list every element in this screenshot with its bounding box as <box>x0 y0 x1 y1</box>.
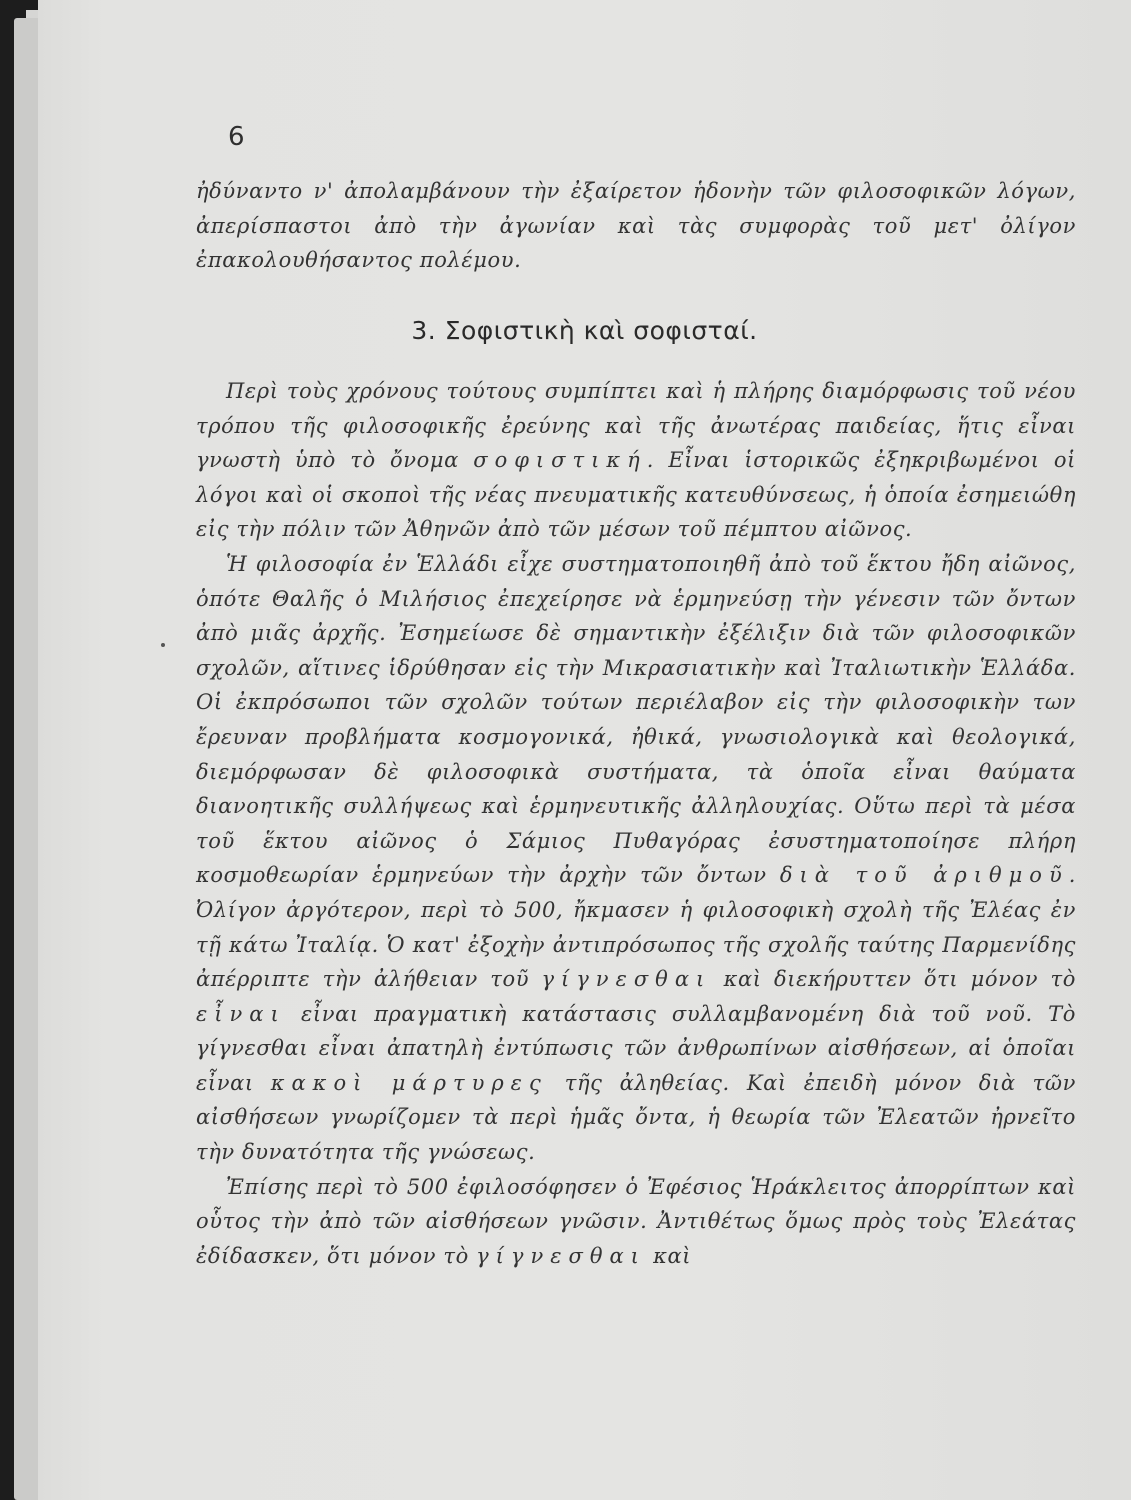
text-run: . Εἶναι ἱστορικῶς ἐξηκριβωμένοι οἱ λόγοι καὶ οἱ σκοποὶ τῆς νέας πνευματικῆς κατευθύνσεως, ἡ ὁποία ἐσημειώθη εἰς τὴν πόλιν τῶν Ἀθηνῶν ἀπὸ τῶν μέσων τοῦ πέμπτου αἰῶνος. <box>196 448 1076 542</box>
spaced-term: σοφιστική <box>473 448 647 473</box>
spaced-term: κακοὶ μάρτυρες <box>270 1070 548 1095</box>
text-run: . Ὀλίγον ἀργότερον, περὶ τὸ 500, ἤκμασεν ἡ φιλοσοφικὴ σχολὴ τῆς Ἐλέας ἐν τῇ κάτω Ἰταλίᾳ. Ὁ κατ' ἐξοχὴν ἀντιπρόσωπος τῆς σχολῆς ταύτης Παρμενίδης ἀπέρριπτε τὴν ἀλήθειαν τοῦ <box>196 863 1076 992</box>
intro-paragraph: ἠδύναντο ν' ἀπολαμβάνουν τὴν ἐξαίρετον ἡδονὴν τῶν φιλοσοφικῶν λόγων, ἀπερίσπαστοι ἀπὸ τὴν ἀγωνίαν καὶ τὰς συμφορὰς τοῦ μετ' ὀλίγον ἐπακολουθήσαντος πολέμου. <box>196 179 1076 273</box>
paragraph-1 <box>196 374 1076 547</box>
spaced-term: διὰ τοῦ ἀριθμοῦ <box>779 863 1069 888</box>
paper-speck <box>161 643 165 647</box>
text-run: Ἡ φιλοσοφία ἐν Ἑλλάδι εἶχε συστηματοποιηθῆ ἀπὸ τοῦ ἕκτου ἤδη αἰῶνος, ὁπότε Θαλῆς ὁ Μιλήσιος ἐπεχείρησε νὰ ἑρμηνεύσῃ τὴν γένεσιν τῶν ὄντων ἀπὸ μιᾶς ἀρχῆς. Ἐσημείωσε δὲ σημαντικὴν ἐξέλιξιν διὰ τῶν φιλοσοφικῶν σχολῶν, αἵτινες ἱδρύθησαν εἰς τὴν Μικρασιατικὴν καὶ Ἰταλιωτικὴν Ἑλλάδα. Οἱ ἐκπρόσωποι τῶν σχολῶν τούτων περιέλαβον εἰς τὴν φιλοσοφικὴν των ἔρευναν προβλήματα κοσμογονικά, ἠθικά, γνωσιολογικὰ καὶ θεολογικά, διεμόρφωσαν δὲ φιλοσοφικὰ συστήματα, τὰ ὁποῖα εἶναι θαύματα διανοητικῆς συλλήψεως καὶ ἑρμηνευτικῆς ἀλληλουχίας. Οὕτω περὶ τὰ μέσα τοῦ ἕκτου αἰῶνος ὁ Σάμιος Πυθαγόρας ἐσυστηματοποίησε πλήρη κοσμοθεωρίαν ἑρμηνεύων τὴν ἀρχὴν τῶν ὄντων <box>196 551 1076 888</box>
paragraph-3 <box>196 1170 1076 1274</box>
spaced-term: γίγνεσθαι <box>541 967 712 992</box>
book-page <box>38 0 1131 1500</box>
text-run: καὶ διεκήρυττεν ὅτι μόνον τὸ <box>711 967 1076 992</box>
text-run: Ἐπίσης περὶ τὸ 500 ἐφιλοσόφησεν ὁ Ἐφέσιος Ἡράκλειτος ἀπορρίπτων καὶ οὗτος τὴν ἀπὸ τῶν αἰσθήσεων γνῶσιν. Ἀντιθέτως ὅμως πρὸς τοὺς Ἐλεάτας ἐδίδασκεν, ὅτι μόνον τὸ <box>196 1174 1076 1268</box>
spaced-term: εἶναι <box>196 1001 286 1026</box>
page-number: 6 <box>228 122 245 152</box>
text-run: καὶ <box>645 1243 692 1268</box>
section-body <box>196 374 1076 1273</box>
spaced-term: γίγνεσθαι <box>476 1243 646 1268</box>
text-run: εἶναι πραγματικὴ κατάστασις συλλαμβανομένη διὰ τοῦ νοῦ. Τὸ γίγνεσθαι εἶναι ἀπατηλὴ ἐντύπωσις τῶν ἀνθρωπίνων αἰσθήσεων, αἱ ὁποῖαι εἶναι <box>196 1001 1076 1095</box>
text-run: τῆς ἀληθείας. Καὶ ἐπειδὴ μόνον διὰ τῶν αἰσθήσεων γνωρίζομεν τὰ περὶ ἡμᾶς ὄντα, ἡ θεωρία τῶν Ἐλεατῶν ἠρνεῖτο τὴν δυνατότητα τῆς γνώσεως. <box>196 1070 1076 1165</box>
section-heading: 3. Σοφιστικὴ καὶ σοφισταί. <box>411 316 758 345</box>
text-run: Περὶ τοὺς χρόνους τούτους συμπίπτει καὶ ἡ πλήρης διαμόρφωσις τοῦ νέου τρόπου τῆς φιλοσοφικῆς ἐρεύνης καὶ τῆς ἀνωτέρας παιδείας, ἥτις εἶναι γνωστὴ ὑπὸ τὸ ὄνομα <box>196 379 1076 473</box>
paragraph-2 <box>196 547 1076 1170</box>
